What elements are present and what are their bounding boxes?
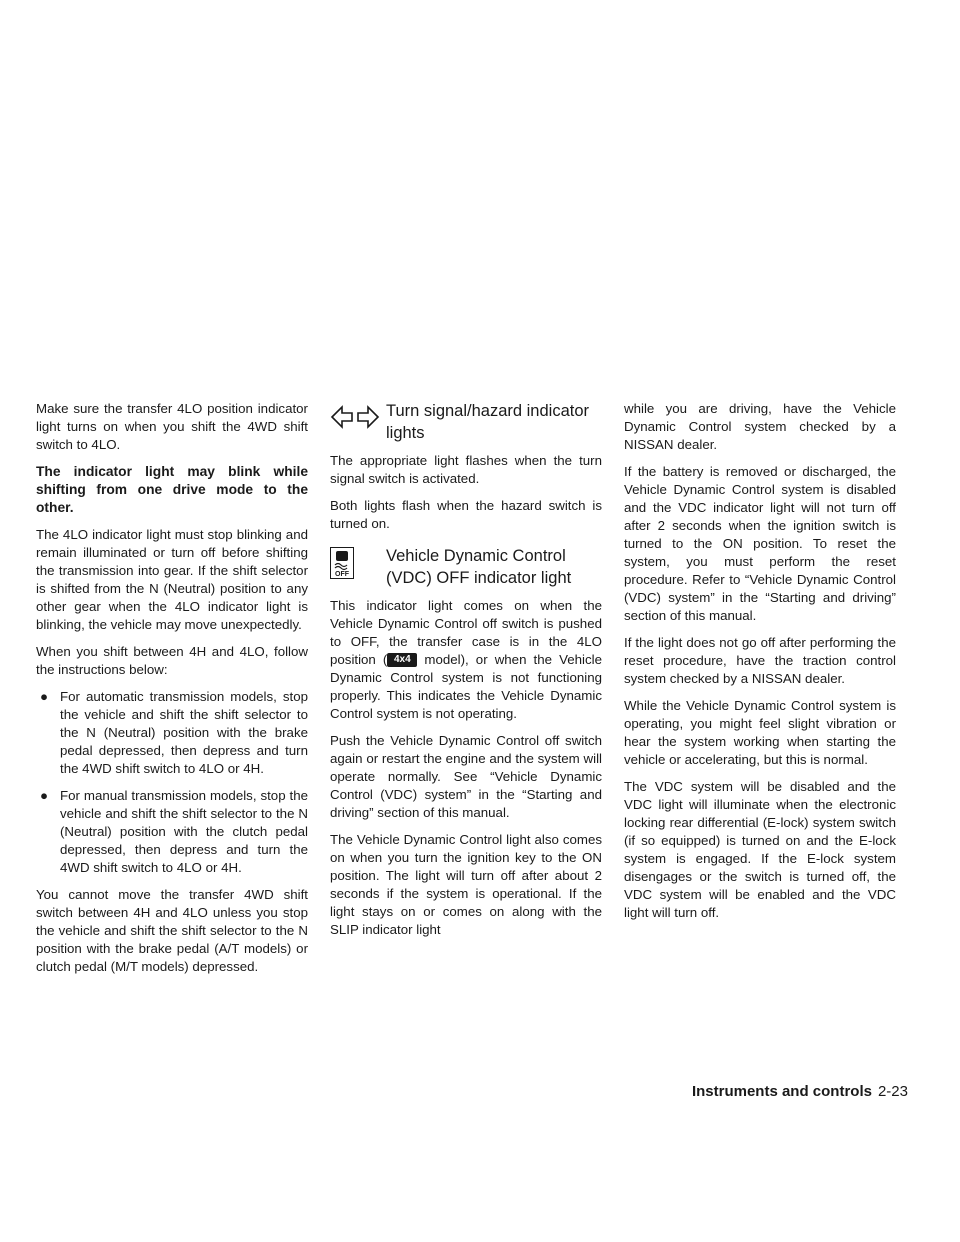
heading-line-2: lights [386,424,425,442]
turn-signal-arrows-icon [330,402,380,432]
vdc-off-icon [330,547,354,579]
paragraph: Make sure the transfer 4LO position indicator light turns on when you shift the 4WD shift switch to 4LO. [36,401,308,452]
instruction-list [36,688,308,877]
heading-line-1: Turn signal/hazard indicator [386,402,589,420]
column-2 [330,400,602,948]
four-wheel-drive-icon: 4x4 [387,653,417,667]
paragraph: When you shift between 4H and 4LO, follow the instructions below: [36,644,308,677]
vdc-off-section [330,545,602,589]
paragraph: Push the Vehicle Dynamic Control off switch again or restart the engine and the system will operate normally. See “Vehicle Dynamic Control (VDC) system” in the “Starting and driving” section of this manual. [330,733,602,820]
list-item [36,688,308,778]
paragraph: The Vehicle Dynamic Control light also comes on when you turn the ignition key to the ON position. The light will turn off after about 2 seconds if the system is operational. If the light stays on or comes on along with the SLIP indicator light [330,832,602,937]
paragraph: You cannot move the transfer 4WD shift switch between 4H and 4LO unless you stop the vehicle and shift the shift selector to the N position with the brake pedal (A/T models) or clutch pedal (M/T models) depressed. [36,887,308,974]
text-run: This indicator light comes on when the Vehicle Dynamic Control off switch is pushed to OFF, the transfer case is in the 4LO position ( [330,598,602,667]
list-item-text: For automatic transmission models, stop the vehicle and shift the shift selector to the N (Neutral) position with the brake pedal depressed, then depress and turn the 4WD shift switch to 4LO or 4H. [60,689,308,776]
vdc-off-label: OFF [335,571,349,578]
paragraph: If the battery is removed or discharged, the Vehicle Dynamic Control system is disabled and the VDC indicator light will not turn off after 2 seconds when the ignition switch is turned to the ON position. To reset the system, you must perform the reset procedure. Refer to “Vehicle Dynamic Control (VDC) system” in the “Starting and driving” section of this manual. [624,464,896,623]
list-item [36,787,308,877]
column-3 [624,400,896,931]
bullet-icon: ● [40,788,49,803]
bold-heading: The indicator light may blink while shifting from one drive mode to the other. [36,464,308,515]
turn-signal-section [330,400,602,444]
list-item-text: For manual transmission models, stop the vehicle and shift the shift selector to the N (Neutral) position with the clutch pedal depressed, then depress and turn the 4WD shift switch to 4LO or 4H. [60,788,308,875]
paragraph [330,597,602,723]
page-number: 2-23 [877,1083,908,1100]
paragraph: The appropriate light flashes when the turn signal switch is activated. [330,453,602,486]
column-1 [36,400,308,985]
paragraph: The 4LO indicator light must stop blinking and remain illuminated or turn off before shifting the transmission into gear. If the shift selector is shifted from the N (Neutral) position to any other gear when the 4LO indicator light is blinking, the vehicle may move unexpectedly. [36,527,308,632]
paragraph: While the Vehicle Dynamic Control system is operating, you might feel slight vibration or hear the system working when starting the vehicle or accelerating, but this is normal. [624,698,896,767]
paragraph: The VDC system will be disabled and the VDC light will illuminate when the electronic locking rear differential (E-lock) system switch (if so equipped) is turned on and the E-lock system is engaged. If the E-lock system disengages or the switch is turned off, the VDC system will be enabled and the VDC light will turn off. [624,779,896,920]
paragraph: If the light does not go off after performing the reset procedure, have the traction control system checked by a NISSAN dealer. [624,635,896,686]
heading-line-2: (VDC) OFF indicator light [386,569,572,587]
text-run: model), or when the Vehicle Dynamic Control system is not functioning properly. This indicates the Vehicle Dynamic Control system is not operating. [330,652,602,721]
page-footer [692,1082,908,1102]
bullet-icon: ● [40,689,49,704]
paragraph: while you are driving, have the Vehicle Dynamic Control system checked by a NISSAN dealer. [624,401,896,452]
footer-section-title: Instruments and controls [691,1083,872,1100]
heading-line-1: Vehicle Dynamic Control [386,547,566,565]
paragraph: Both lights flash when the hazard switch is turned on. [330,498,602,531]
section-heading [330,545,602,589]
